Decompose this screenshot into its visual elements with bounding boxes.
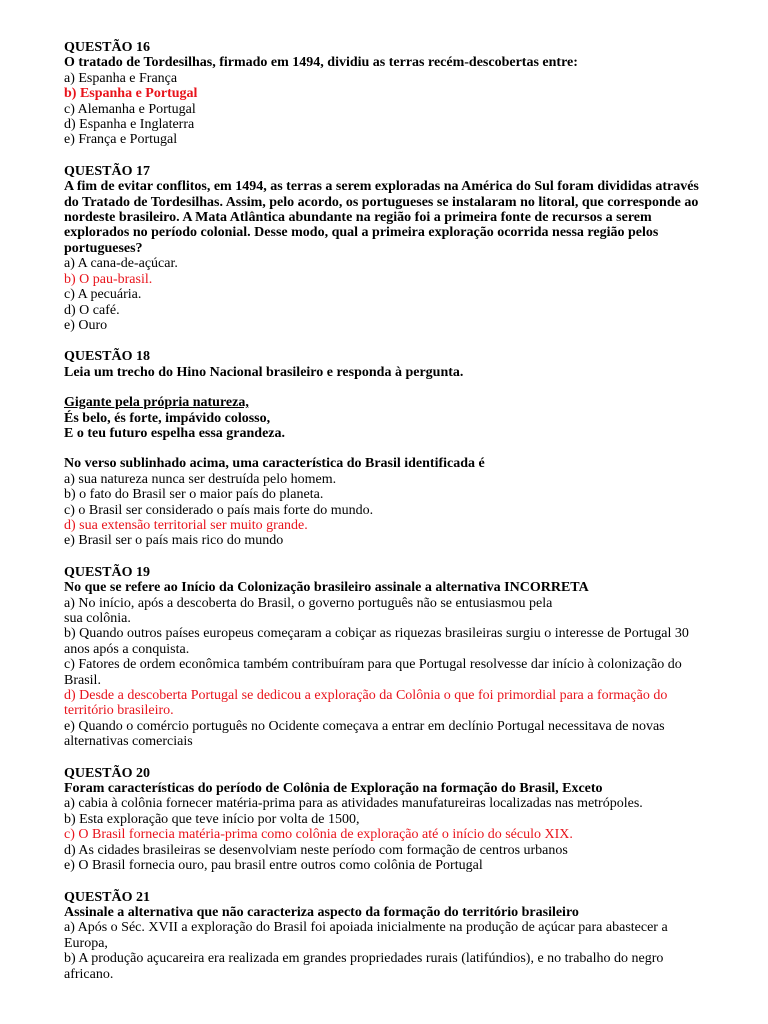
option-line: c) O Brasil fornecia matéria-prima como colônia de exploração até o início do século XIX. (64, 827, 573, 843)
question-statement-line: do Tratado de Tordesilhas. Assim, pelo acordo, os portugueses se instalaram no litoral, que corresponde ao (64, 194, 699, 210)
option-line: e) Quando o comércio português no Ocidente começava a entrar em declínio Portugal necessitava de novas (64, 718, 665, 734)
option-line: c) Fatores de ordem econômica também contribuíram para que Portugal resolvesse dar início à colonização do (64, 657, 682, 673)
question-statement-line: No que se refere ao Início da Colonização brasileiro assinale a alternativa INCORRETA (64, 580, 589, 596)
option-line: a) Espanha e França (64, 70, 178, 86)
option-line: anos após a conquista. (64, 641, 190, 657)
answer-option (64, 503, 732, 518)
answer-option (64, 858, 732, 873)
question-title: QUESTÃO 16 (64, 40, 150, 55)
option-line: c) Alemanha e Portugal (64, 101, 196, 117)
question-statement-line: Leia um trecho do Hino Nacional brasileiro e responda à pergunta. (64, 364, 464, 380)
question-block (64, 349, 732, 548)
answer-option (64, 71, 732, 86)
answer-option (64, 812, 732, 827)
answer-option (64, 657, 732, 688)
answer-option (64, 117, 732, 132)
question-title: QUESTÃO 19 (64, 564, 150, 580)
answer-option (64, 132, 732, 147)
correct-answer-option (64, 688, 732, 719)
answer-option (64, 719, 732, 750)
option-line: a) No início, após a descoberta do Brasil, o governo português não se entusiasmou pela (64, 595, 553, 611)
document-body (64, 40, 732, 998)
question-block (64, 40, 732, 148)
correct-answer-option (64, 827, 732, 842)
answer-option (64, 472, 732, 487)
option-line: sua colônia. (64, 611, 131, 626)
answer-option (64, 951, 732, 982)
question-title: QUESTÃO 18 (64, 349, 150, 365)
option-line: Brasil. (64, 672, 101, 688)
answer-option (64, 318, 732, 333)
option-line: d) O café. (64, 302, 120, 318)
answer-option (64, 487, 732, 502)
question-block (64, 164, 732, 333)
option-line: d) As cidades brasileiras se desenvolviam neste período com formação de centros urbanos (64, 842, 568, 858)
option-line: a) A cana-de-açúcar. (64, 256, 178, 272)
option-line: e) França e Portugal (64, 132, 178, 148)
question-statement-line: No verso sublinhado acima, uma característica do Brasil identificada é (64, 456, 485, 472)
answer-option (64, 287, 732, 302)
question-title: QUESTÃO 17 (64, 163, 150, 179)
option-line: c) A pecuária. (64, 287, 142, 303)
answer-option (64, 102, 732, 117)
question-statement-line: Foram características do período de Colônia de Exploração na formação do Brasil, Exceto (64, 781, 603, 797)
answer-option (64, 920, 732, 951)
question-block (64, 766, 732, 874)
answer-option (64, 256, 732, 271)
question-title: QUESTÃO 21 (64, 889, 150, 905)
spacer (64, 441, 732, 456)
anthem-verse-line: És belo, és forte, impávido colosso, (64, 410, 271, 426)
answer-option (64, 533, 732, 548)
option-line: e) O Brasil fornecia ouro, pau brasil entre outros como colônia de Portugal (64, 858, 483, 874)
question-statement-line: portugueses? (64, 240, 143, 256)
option-line: território brasileiro. (64, 703, 174, 719)
spacer (64, 380, 732, 395)
option-line: a) Após o Séc. XVII a exploração do Brasil foi apoiada inicialmente na produção de açúcar para abastecer a (64, 920, 668, 936)
option-line: b) o fato do Brasil ser o maior país do planeta. (64, 487, 324, 503)
correct-answer-option (64, 272, 732, 287)
option-line: c) o Brasil ser considerado o país mais forte do mundo. (64, 502, 374, 518)
question-statement-line: explorados no período colonial. Desse modo, qual a primeira exploração ocorrida nessa região pelos (64, 225, 659, 241)
question-statement-line: A fim de evitar conflitos, em 1494, as terras a serem exploradas na América do Sul foram divididas através (64, 179, 699, 195)
option-line: b) Esta exploração que teve início por volta de 1500, (64, 811, 360, 827)
answer-option (64, 303, 732, 318)
question-statement-line: Assinale a alternativa que não caracteriza aspecto da formação do território brasileiro (64, 904, 579, 920)
option-line: b) Quando outros países europeus começaram a cobiçar as riquezas brasileiras surgiu o interesse de Portugal 30 (64, 626, 689, 642)
question-title: QUESTÃO 20 (64, 765, 150, 781)
question-statement-line: nordeste brasileiro. A Mata Atlântica abundante na região foi a primeira fonte de recursos a serem (64, 210, 652, 226)
correct-answer-option (64, 86, 732, 101)
option-line: e) Ouro (64, 317, 108, 333)
question-block (64, 565, 732, 750)
answer-option (64, 596, 732, 627)
option-line: a) cabia à colônia fornecer matéria-prima para as atividades manufatureiras localizadas nas metrópoles. (64, 796, 643, 812)
option-line: africano. (64, 966, 114, 982)
option-line: b) O pau-brasil. (64, 271, 153, 287)
question-block (64, 890, 732, 982)
option-line: alternativas comerciais (64, 734, 193, 750)
answer-option (64, 626, 732, 657)
option-line: b) A produção açucareira era realizada em grandes propriedades rurais (latifúndios), e no trabalho do negro (64, 951, 664, 967)
anthem-verse-line: E o teu futuro espelha essa grandeza. (64, 425, 286, 441)
option-line: Europa, (64, 935, 108, 951)
option-line: e) Brasil ser o país mais rico do mundo (64, 533, 284, 549)
option-line: b) Espanha e Portugal (64, 86, 198, 102)
option-line: a) sua natureza nunca ser destruída pelo homem. (64, 471, 337, 487)
answer-option (64, 843, 732, 858)
option-line: d) Desde a descoberta Portugal se dedicou a exploração da Colônia o que foi primordial para a formação do (64, 688, 668, 704)
anthem-verse-line: Gigante pela própria natureza, (64, 395, 249, 411)
option-line: d) Espanha e Inglaterra (64, 117, 195, 133)
answer-option (64, 796, 732, 811)
correct-answer-option (64, 518, 732, 533)
question-statement-line: O tratado de Tordesilhas, firmado em 1494, dividiu as terras recém-descobertas entre: (64, 55, 578, 71)
option-line: d) sua extensão territorial ser muito grande. (64, 517, 308, 533)
